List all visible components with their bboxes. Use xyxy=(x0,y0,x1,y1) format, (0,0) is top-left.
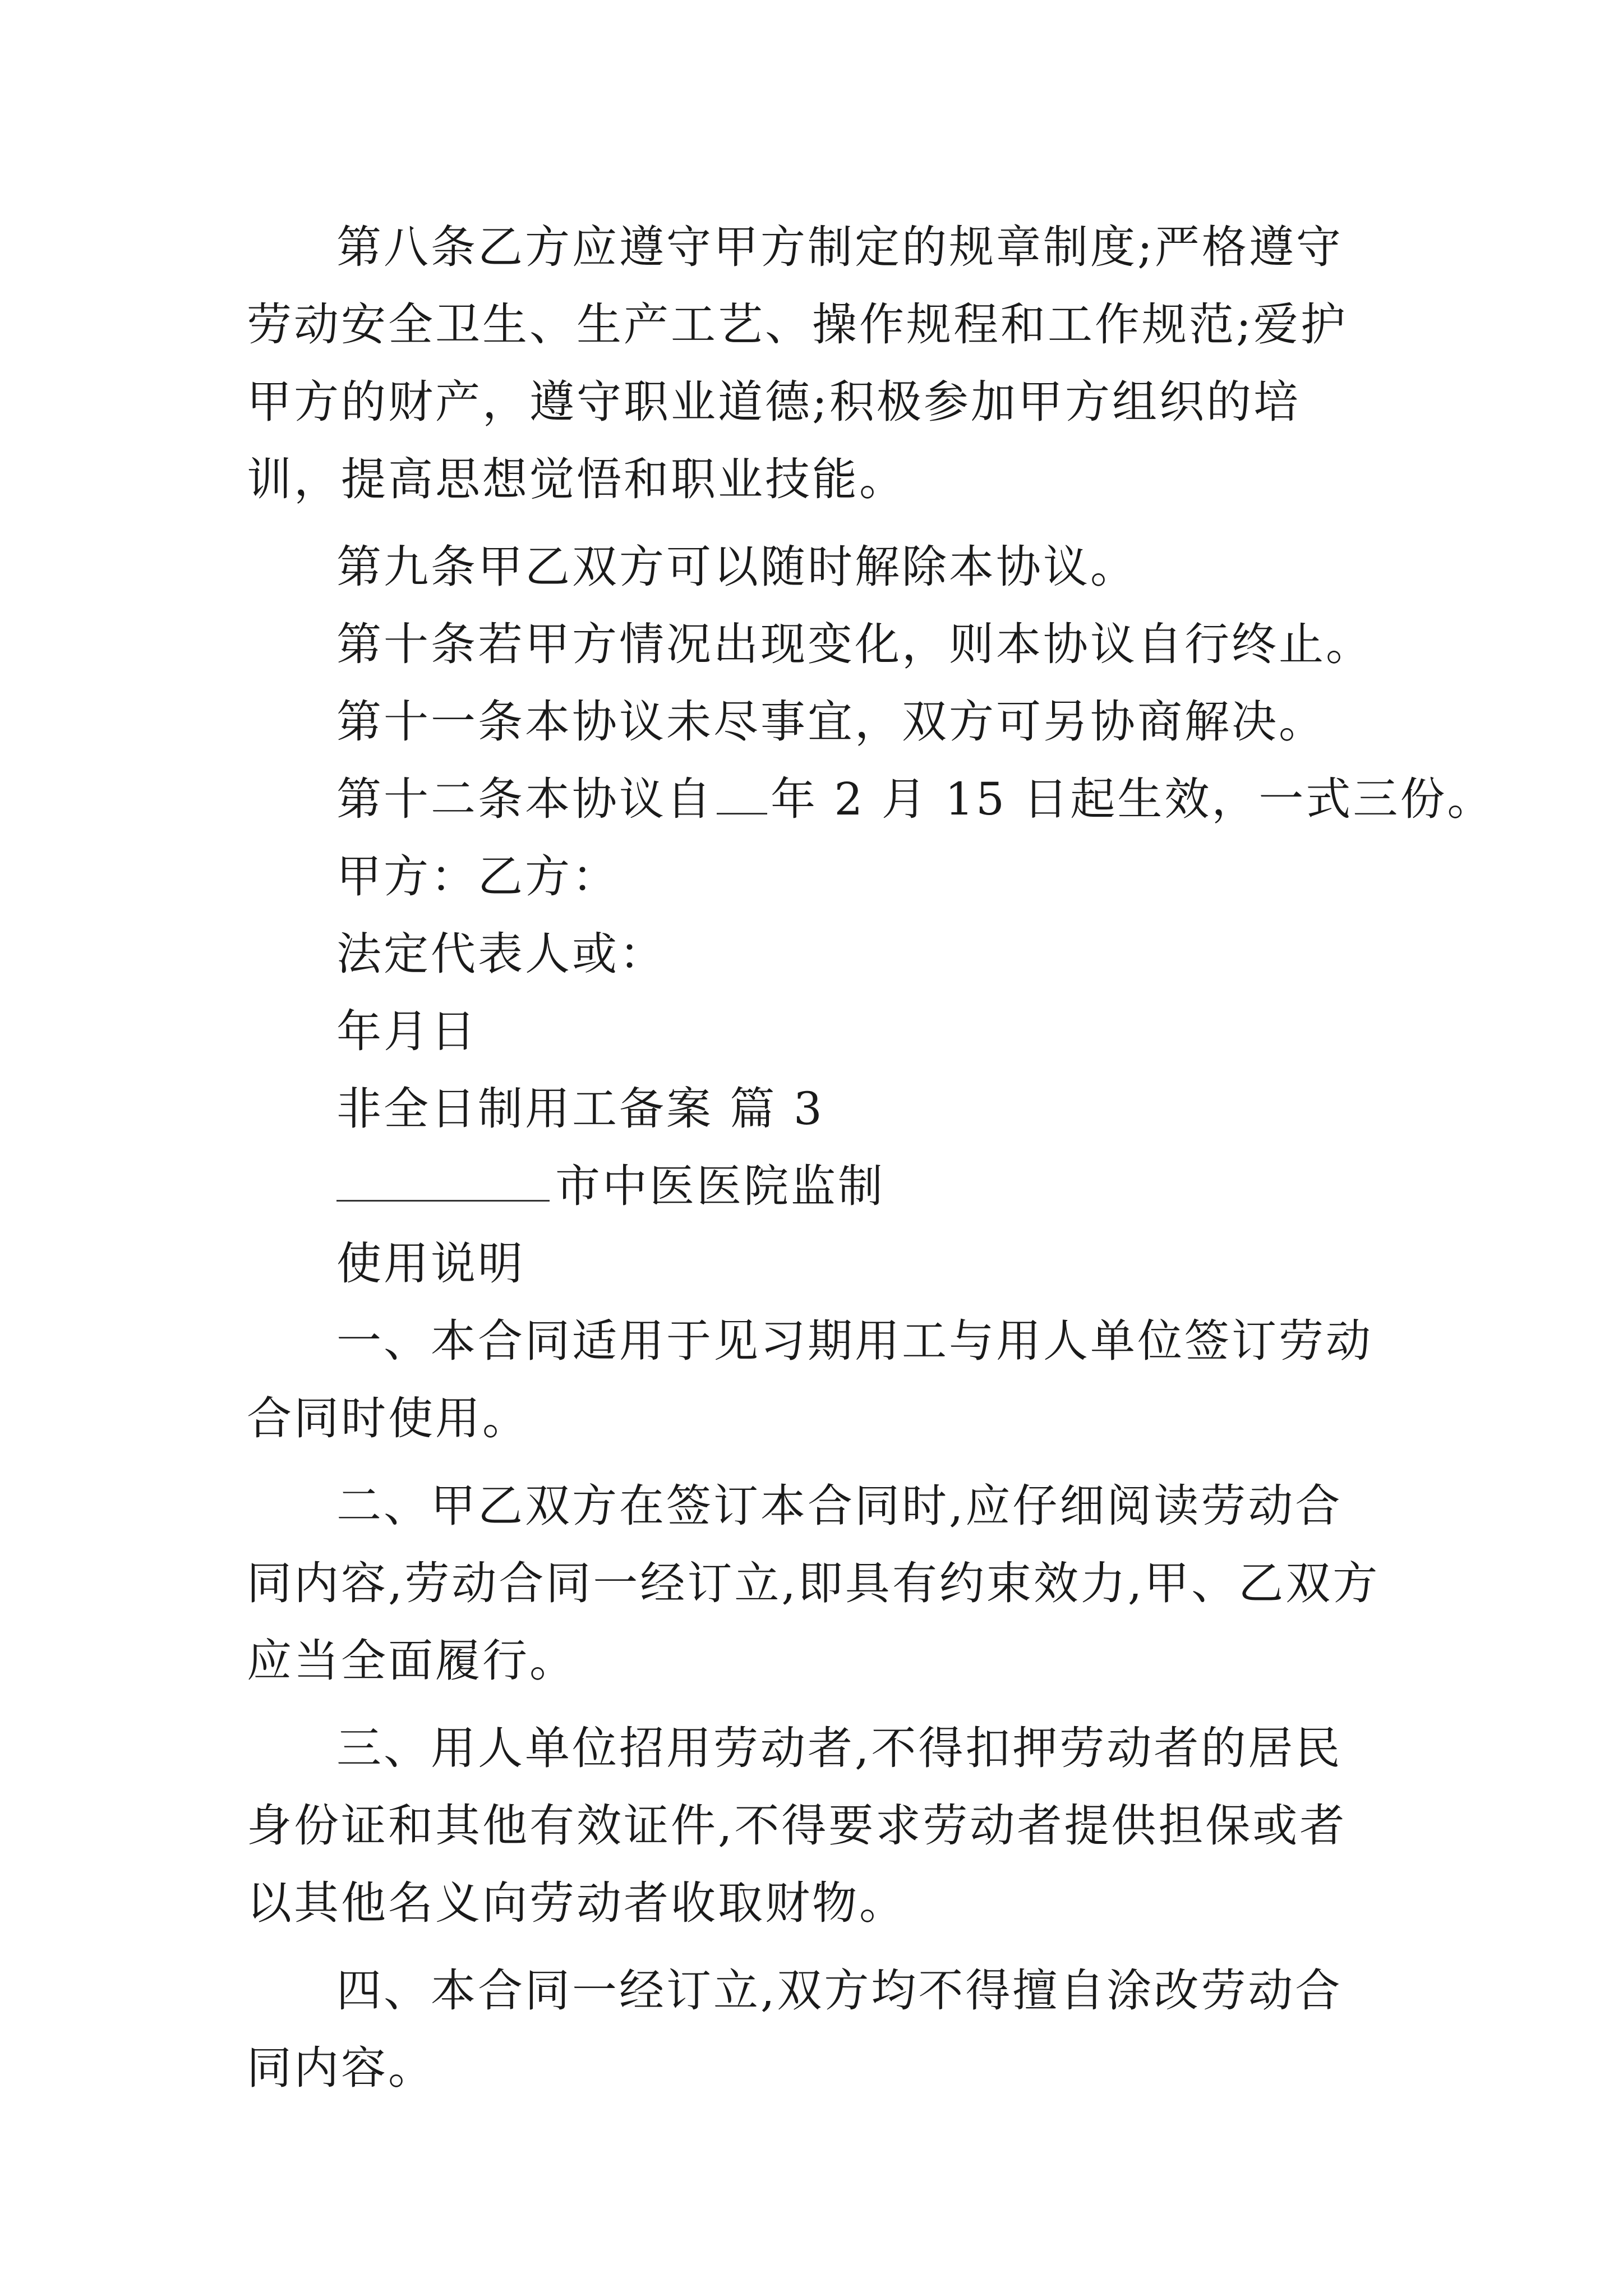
article-11: 第十一条本协议未尽事宜，双方可另协商解决。 xyxy=(336,696,1326,748)
year-blank xyxy=(717,776,767,815)
article-9: 第九条甲乙双方可以随时解除本协议。 xyxy=(336,541,1137,593)
usage-item-1: 一、本合同适用于见习期用工与用人单位签订劳动合同时使用。 xyxy=(247,1315,1373,1444)
usage-item-4: 四、本合同一经订立,双方均不得擅自涂改劳动合同内容。 xyxy=(247,1964,1343,2094)
usage-item-2: 二、甲乙双方在签订本合同时,应仔细阅读劳动合同内容,劳动合同一经订立,即具有约束效力,甲、乙双方应当全面履行。 xyxy=(247,1480,1380,1687)
parties-line: 甲方：乙方： xyxy=(336,850,619,903)
usage-item-3: 三、用人单位招用劳动者,不得扣押劳动者的居民身份证和其他有效证件,不得要求劳动者提供担保或者以其他名义向劳动者收取财物。 xyxy=(247,1722,1347,1929)
supervisor-line xyxy=(247,1148,1384,1225)
article-10: 第十条若甲方情况出现变化，则本协议自行终止。 xyxy=(336,618,1373,670)
article-8: 第八条乙方应遵守甲方制定的规章制度;严格遵守劳动安全卫生、生产工艺、操作规程和工作规范;爱护甲方的财产，遵守职业道德;积极参加甲方组织的培训，提高思想觉悟和职业技能。 xyxy=(247,221,1348,505)
date-line: 年月日 xyxy=(336,1005,478,1057)
article-12-prefix: 第十二条本协议自 xyxy=(336,773,713,825)
city-blank xyxy=(336,1163,550,1202)
representative-line: 法定代表人或： xyxy=(336,928,666,980)
article-12 xyxy=(247,761,1495,838)
document-body xyxy=(247,209,1495,2117)
article-12-suffix: 年 2 月 15 日起生效，一式三份。 xyxy=(771,773,1495,825)
supervisor-text: 市中医医院监制 xyxy=(555,1160,885,1212)
usage-title: 使用说明 xyxy=(336,1237,525,1290)
section-title: 非全日制用工备案 篇 3 xyxy=(336,1083,824,1135)
